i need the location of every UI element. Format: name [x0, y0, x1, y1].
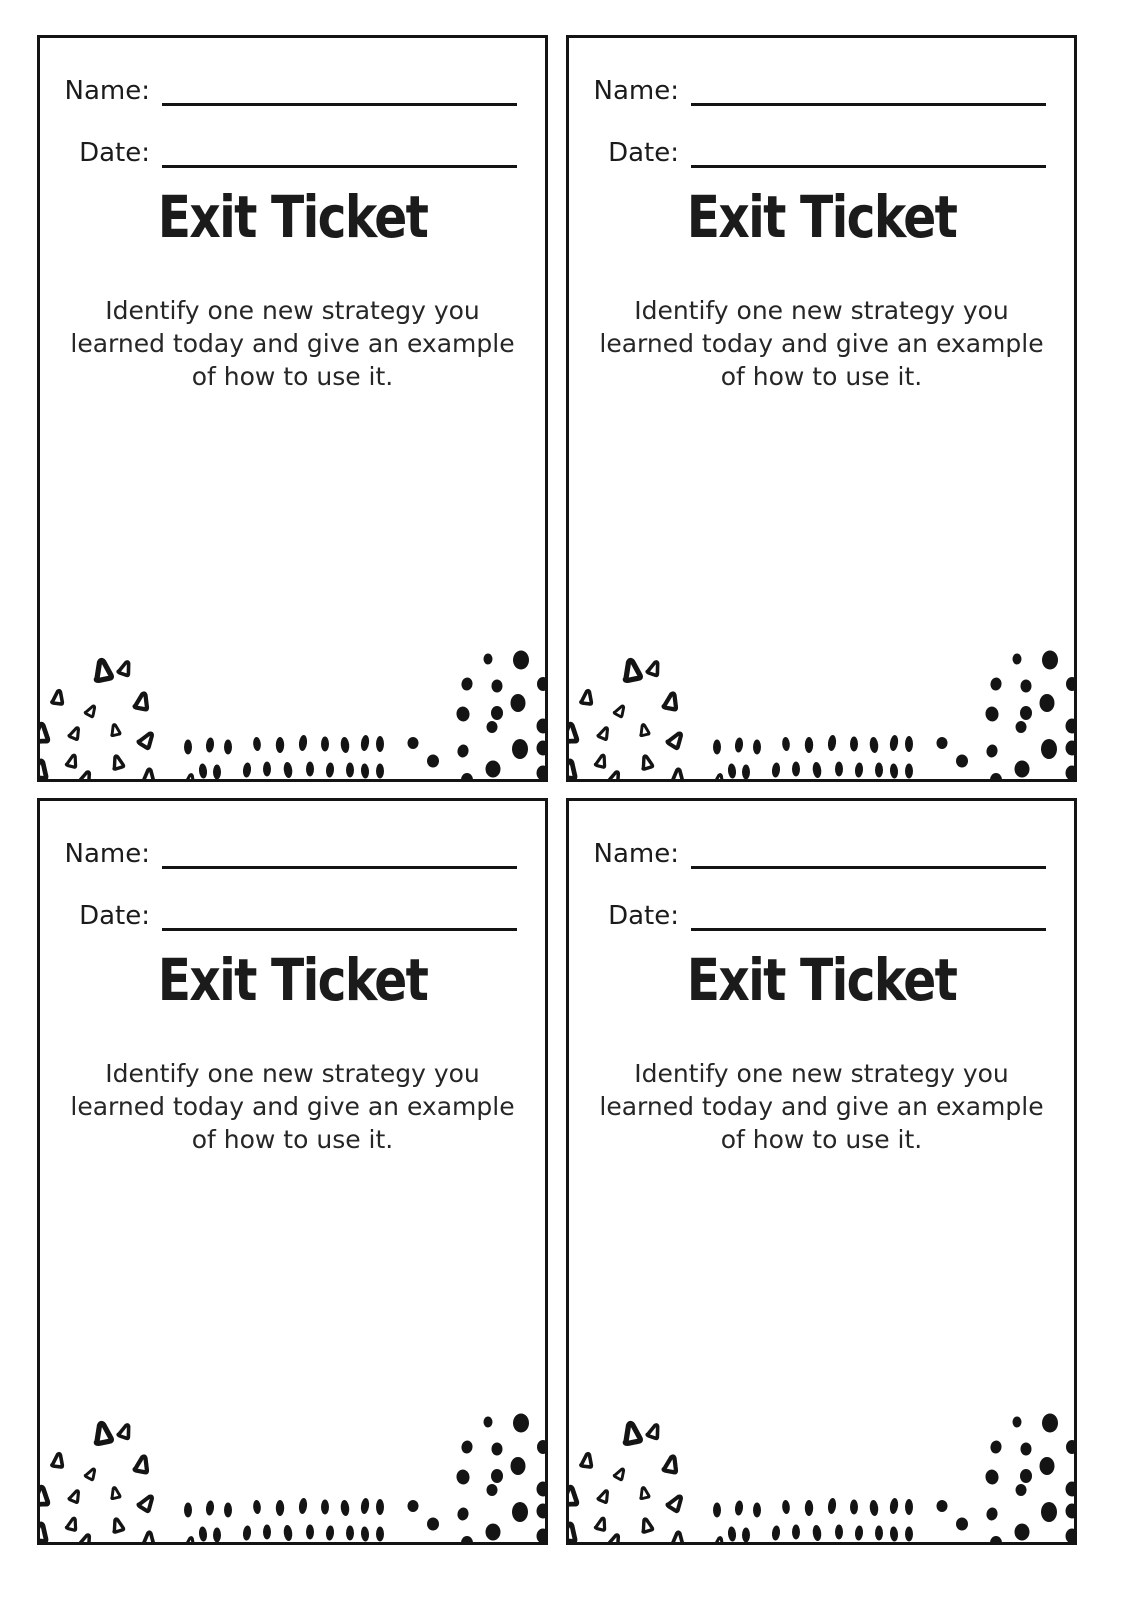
prompt-line: Identify one new strategy you	[105, 296, 480, 325]
name-field-row	[60, 837, 517, 869]
card-title: Exit Ticket	[157, 183, 428, 251]
date-write-line	[162, 138, 517, 168]
dots-and-triangles-decoration	[40, 1394, 545, 1544]
date-label: Date:	[79, 901, 150, 931]
dots-and-triangles-decoration	[569, 631, 1074, 781]
date-write-line	[691, 138, 1046, 168]
prompt-line: learned today and give an example	[599, 1092, 1044, 1121]
date-label: Date:	[79, 138, 150, 168]
prompt-text	[569, 294, 1074, 393]
date-field-row	[60, 136, 517, 168]
name-field-row	[60, 74, 517, 106]
date-write-line	[162, 901, 517, 931]
card-title: Exit Ticket	[686, 946, 957, 1014]
name-label: Name:	[593, 839, 679, 869]
dots-and-triangles-decoration	[40, 631, 545, 781]
card-title: Exit Ticket	[686, 183, 957, 251]
prompt-line: learned today and give an example	[599, 329, 1044, 358]
exit-ticket-card	[566, 798, 1077, 1545]
prompt-text	[40, 1057, 545, 1156]
prompt-line: learned today and give an example	[70, 329, 515, 358]
date-field-row	[589, 136, 1046, 168]
name-field-row	[589, 837, 1046, 869]
name-write-line	[691, 76, 1046, 106]
prompt-line: Identify one new strategy you	[634, 296, 1009, 325]
name-write-line	[162, 76, 517, 106]
prompt-line: of how to use it.	[720, 362, 923, 391]
date-write-line	[691, 901, 1046, 931]
name-write-line	[691, 839, 1046, 869]
exit-ticket-card	[37, 35, 548, 782]
prompt-line: of how to use it.	[720, 1125, 923, 1154]
prompt-line: of how to use it.	[191, 1125, 394, 1154]
dots-and-triangles-decoration	[569, 1394, 1074, 1544]
prompt-text	[569, 1057, 1074, 1156]
name-label: Name:	[64, 76, 150, 106]
name-label: Name:	[593, 76, 679, 106]
card-title: Exit Ticket	[157, 946, 428, 1014]
prompt-line: learned today and give an example	[70, 1092, 515, 1121]
name-label: Name:	[64, 839, 150, 869]
exit-ticket-card	[566, 35, 1077, 782]
name-write-line	[162, 839, 517, 869]
prompt-line: Identify one new strategy you	[634, 1059, 1009, 1088]
prompt-line: Identify one new strategy you	[105, 1059, 480, 1088]
prompt-line: of how to use it.	[191, 362, 394, 391]
date-label: Date:	[608, 901, 679, 931]
exit-ticket-card	[37, 798, 548, 1545]
date-field-row	[589, 899, 1046, 931]
name-field-row	[589, 74, 1046, 106]
date-field-row	[60, 899, 517, 931]
prompt-text	[40, 294, 545, 393]
date-label: Date:	[608, 138, 679, 168]
